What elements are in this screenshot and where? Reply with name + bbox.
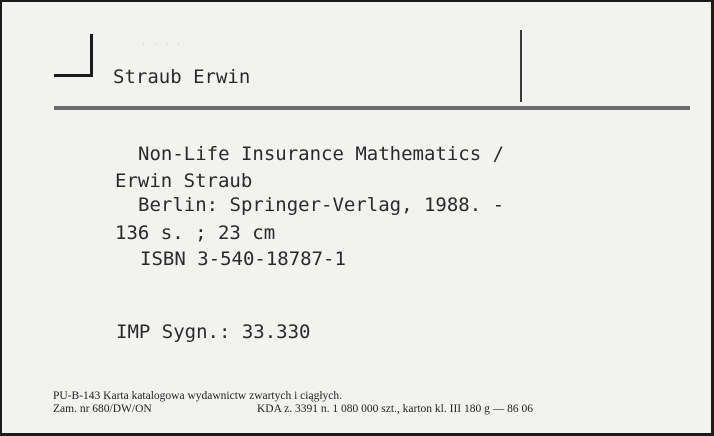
footer-print-info: KDA z. 3391 n. 1 080 000 szt., karton kl. III 180 g — 86 06 [257, 403, 533, 415]
corner-mark-horizontal [54, 74, 93, 77]
footer-order-number: Zam. nr 680/DW/ON [53, 403, 152, 415]
entry-title: Non-Life Insurance Mathematics / [138, 143, 505, 165]
entry-isbn: ISBN 3-540-18787-1 [140, 248, 346, 270]
catalog-card [2, 2, 711, 433]
heading-rule [54, 106, 690, 110]
card-heading-author: Straub Erwin [113, 66, 251, 88]
entry-author: Erwin Straub [115, 170, 253, 192]
faint-pencil-marks: · · · · [142, 40, 184, 50]
header-divider-line [520, 30, 522, 102]
entry-physical-description: 136 s. ; 23 cm [115, 222, 276, 244]
footer-form-title: PU-B-143 Karta katalogowa wydawnictw zwartych i ciągłych. [53, 390, 343, 402]
call-number: IMP Sygn.: 33.330 [116, 321, 311, 343]
entry-publication: Berlin: Springer-Verlag, 1988. - [138, 194, 505, 216]
corner-mark-vertical [90, 34, 93, 77]
